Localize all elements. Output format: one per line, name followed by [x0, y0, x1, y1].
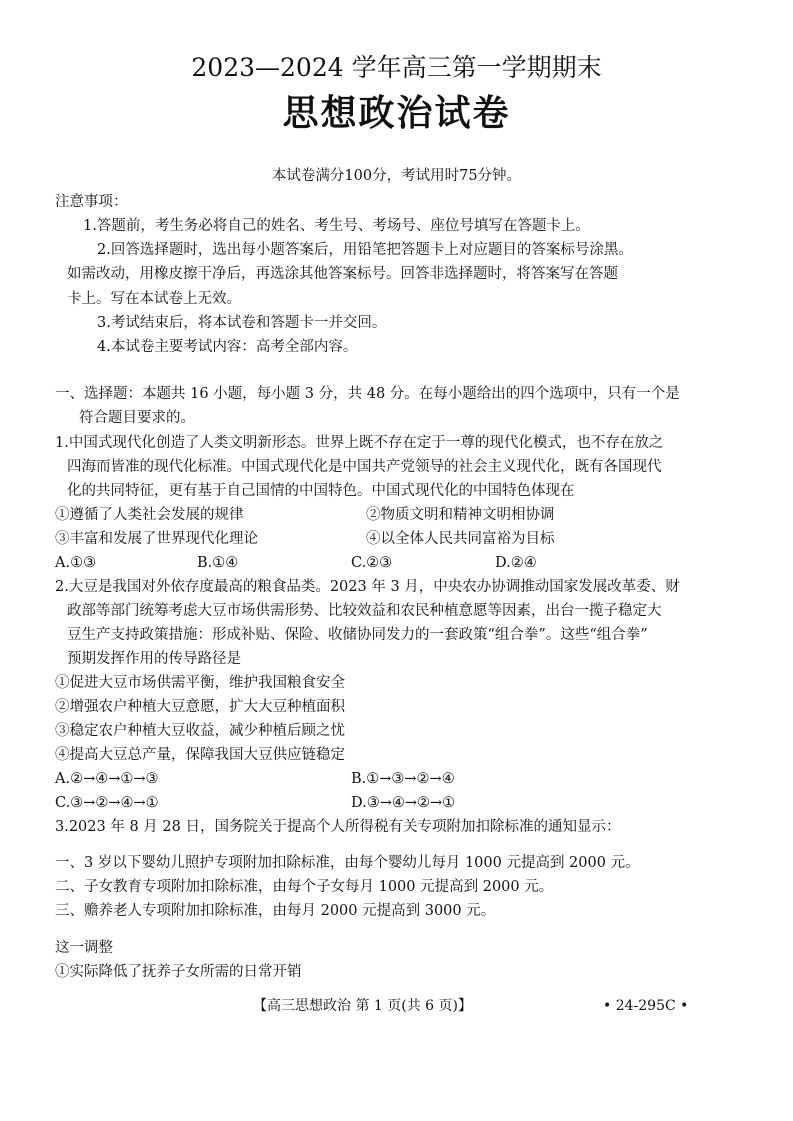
- question-1-stem-cont: 四海而皆准的现代化标准。中国式现代化是中国共产党领导的社会主义现代化，既有各国现代: [67, 459, 662, 475]
- question-1-stem-end: 化的共同特征，更有基于自己国情的中国特色。中国式现代化的中国特色体现在: [67, 483, 575, 499]
- question-2-stem-end: 预期发挥作用的传导路径是: [67, 651, 241, 667]
- question-2-option-c: C.③→②→④→①: [55, 795, 159, 811]
- question-2-option-d: D.③→④→②→①: [351, 795, 456, 811]
- question-3-prompt: 这一调整: [55, 940, 113, 956]
- question-1-statement-4: ④以全体人民共同富裕为目标: [366, 531, 555, 547]
- page-footer-code: • 24-295C •: [603, 998, 689, 1014]
- question-1-stem: 1.中国式现代化创造了人类文明新形态。世界上既不存在定于一尊的现代化模式，也不存在放之: [55, 435, 664, 451]
- question-1-statement-1: ①遵循了人类社会发展的规律: [55, 507, 244, 523]
- notice-item-2-cont: 如需改动，用橡皮擦干净后，再选涂其他答案标号。回答非选择题时，将答案写在答题: [67, 266, 618, 282]
- question-3-policy-3: 三、赡养老人专项附加扣除标准，由每月 2000 元提高到 3000 元。: [55, 903, 496, 919]
- notice-item-2-end: 卡上。写在本试卷上无效。: [67, 291, 241, 307]
- question-1-option-d: D.②④: [495, 555, 537, 571]
- question-1-statement-3: ③丰富和发展了世界现代化理论: [55, 531, 258, 547]
- section-heading: 一、选择题：本题共 16 小题，每小题 3 分，共 48 分。在每小题给出的四个选项中，只有一个是: [55, 386, 680, 402]
- question-2-statement-3: ③稳定农户种植大豆收益，减少种植后顾之忧: [55, 723, 345, 739]
- exam-title-subject: 思想政治试卷: [282, 92, 511, 134]
- notice-item-3: 3.考试结束后，将本试卷和答题卡一并交回。: [97, 315, 387, 331]
- question-1-option-c: C.②③: [351, 555, 393, 571]
- notice-heading: 注意事项：: [55, 194, 128, 210]
- exam-title-year: 2023—2024 学年高三第一学期期末: [191, 53, 602, 82]
- question-2-statement-4: ④提高大豆总产量，保障我国大豆供应链稳定: [55, 747, 345, 763]
- question-3-policy-2: 二、子女教育专项附加扣除标准，由每个子女每月 1000 元提高到 2000 元。: [55, 879, 554, 895]
- question-2-stem-cont-1: 政部等部门统筹考虑大豆市场供需形势、比较效益和农民种植意愿等因素，出台一揽子稳定大: [67, 603, 662, 619]
- notice-item-4: 4.本试卷主要考试内容：高考全部内容。: [97, 339, 358, 355]
- question-2-stem: 2.大豆是我国对外依存度最高的粮食品类。2023 年 3 月，中央农办协调推动国家发展改革委、财: [55, 579, 680, 595]
- question-2-option-b: B.①→③→②→④: [351, 771, 455, 787]
- question-3-policy-1: 一、3 岁以下婴幼儿照护专项附加扣除标准，由每个婴幼儿每月 1000 元提高到 2000 元。: [55, 855, 640, 871]
- notice-item-2: 2.回答选择题时，选出每小题答案后，用铅笔把答题卡上对应题目的答案标号涂黑。: [97, 242, 633, 258]
- question-1-option-a: A.①③: [55, 555, 97, 571]
- exam-info: 本试卷满分100分，考试用时75分钟。: [271, 168, 522, 184]
- question-3-stem: 3.2023 年 8 月 28 日，国务院关于提高个人所得税有关专项附加扣除标准的通知显示：: [55, 819, 621, 835]
- notice-item-1: 1.答题前，考生务必将自己的姓名、考生号、考场号、座位号填写在答题卡上。: [83, 218, 590, 234]
- question-3-statement-1: ①实际降低了抚养子女所需的日常开销: [55, 964, 302, 980]
- question-1-option-b: B.①④: [197, 555, 239, 571]
- question-2-stem-cont-2: 豆生产支持政策措施：形成补贴、保险、收储协同发力的一套政策“组合拳”。这些“组合拳”: [67, 627, 648, 643]
- page-footer-label: 【高三思想政治 第 1 页(共 6 页)】: [253, 998, 472, 1014]
- section-heading-cont: 符合题目要求的。: [79, 410, 195, 426]
- question-2-statement-1: ①促进大豆市场供需平衡，维护我国粮食安全: [55, 675, 345, 691]
- question-1-statement-2: ②物质文明和精神文明相协调: [366, 507, 555, 523]
- question-2-statement-2: ②增强农户种植大豆意愿，扩大大豆种植面积: [55, 699, 345, 715]
- question-2-option-a: A.②→④→①→③: [55, 771, 159, 787]
